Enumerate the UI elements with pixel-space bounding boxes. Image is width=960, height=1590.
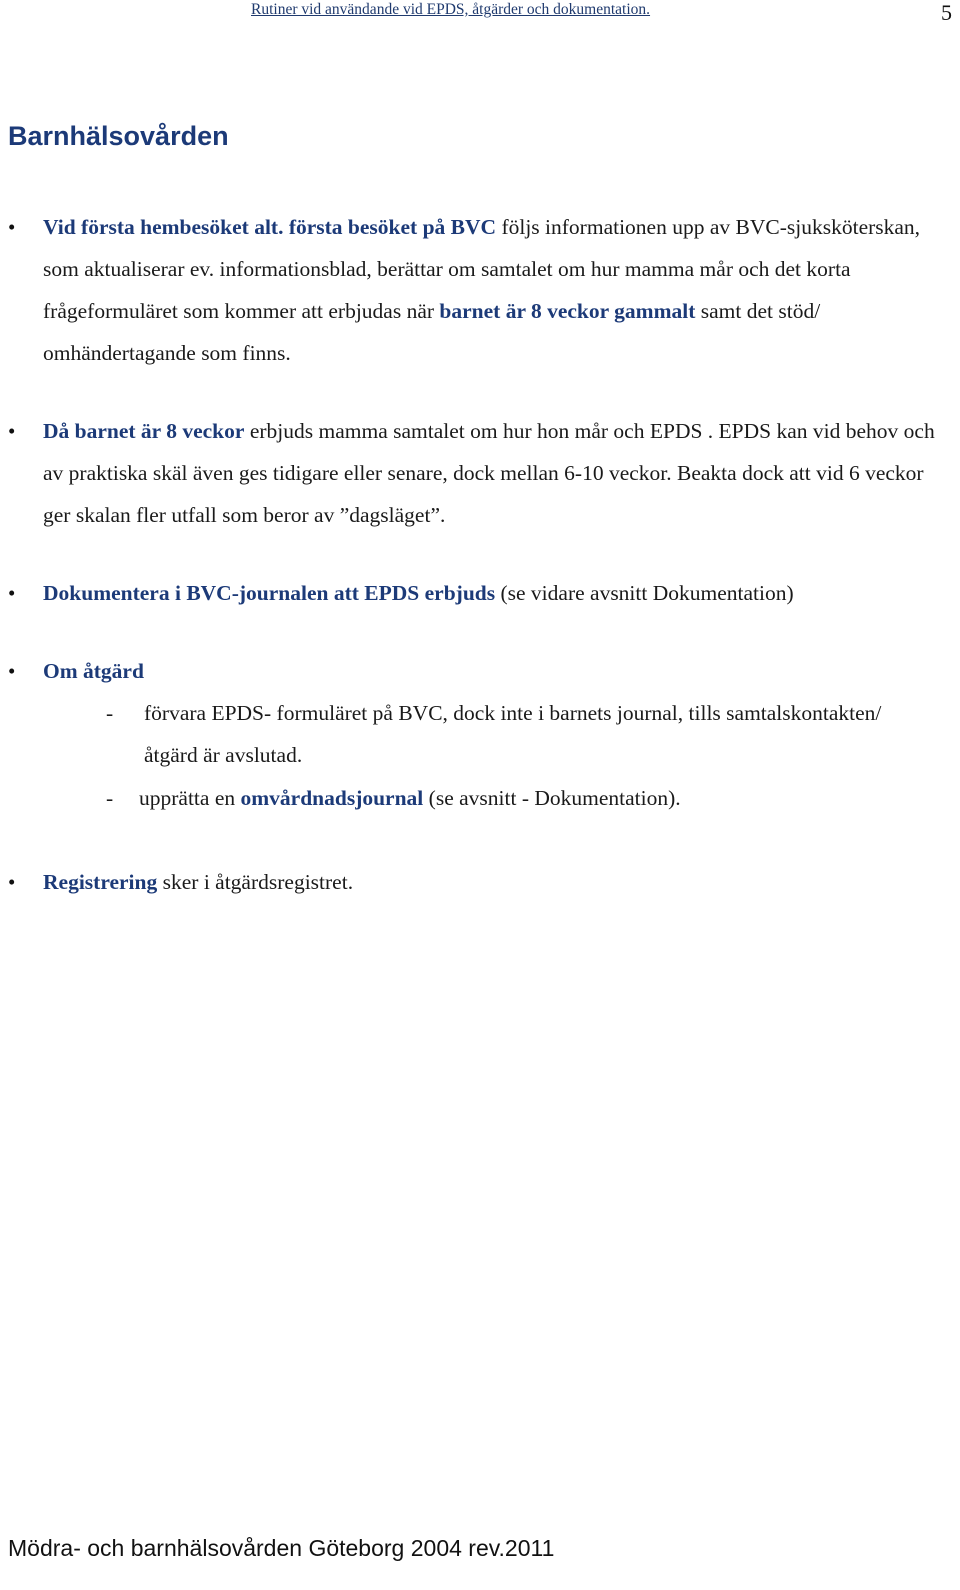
bold-phrase: Vid första hembesöket alt. första besöket på BVC — [43, 215, 497, 239]
dash-marker: - — [106, 786, 114, 810]
bullet-marker: • — [8, 659, 16, 683]
bullet-text — [43, 410, 948, 536]
bullet-text — [43, 572, 948, 614]
header-title: Rutiner vid användande vid EPDS, åtgärder och dokumentation. — [251, 1, 651, 18]
text-run: erbjuds mamma samtalet om hur hon mår och EPDS . EPDS kan vid behov och av praktiska skäl även ges tidigare eller senare, dock mellan 6-10 veckor. Beakta dock att vid 6 veckor ger skalan fler utfall som beror av ”dagsläget”. — [43, 419, 935, 527]
text-run: sker i åtgärdsregistret. — [157, 870, 354, 894]
sub-item-text: förvara EPDS- formuläret på BVC, dock inte i barnets journal, tills samtalskontakten/åtgärd är avslutad. — [144, 701, 882, 767]
bullet-marker: • — [8, 419, 16, 443]
bullet-text — [43, 650, 948, 692]
page-header — [0, 0, 960, 30]
page-footer: Mödra- och barnhälsovården Göteborg 2004 rev.2011 — [8, 1535, 555, 1561]
dash-marker: - — [106, 701, 114, 725]
bullet-text — [43, 206, 948, 374]
bold-phrase: Registrering — [43, 870, 158, 894]
bold-phrase: Då barnet är 8 veckor — [43, 419, 245, 443]
bold-phrase: Dokumentera i BVC-journalen att EPDS erbjuds — [43, 581, 496, 605]
bullet-marker: • — [8, 581, 16, 605]
text-run: samt det stöd/ omhändertagande som finns. — [43, 299, 821, 365]
bold-phrase: omvårdnadsjournal — [240, 786, 424, 810]
section-heading: Barnhälsovården — [8, 121, 229, 151]
sub-item-text — [139, 777, 886, 819]
text-run: (se avsnitt - Dokumentation). — [423, 786, 681, 810]
bullet-marker: • — [8, 870, 16, 894]
bold-phrase: barnet är 8 veckor gammalt — [439, 299, 696, 323]
bold-phrase: Om åtgärd — [43, 659, 144, 683]
text-run: följs informationen upp av BVC-sjuksköterskan, som aktualiserar ev. informationsblad, berättar om samtalet om hur mamma mår och det korta frågeformuläret som kommer att erbjudas när — [43, 215, 921, 323]
text-run: (se vidare avsnitt Dokumentation) — [495, 581, 794, 605]
bullet-marker: • — [8, 215, 16, 239]
page-number: 5 — [941, 0, 952, 25]
text-run: upprätta en — [139, 786, 241, 810]
bullet-text — [43, 861, 948, 903]
